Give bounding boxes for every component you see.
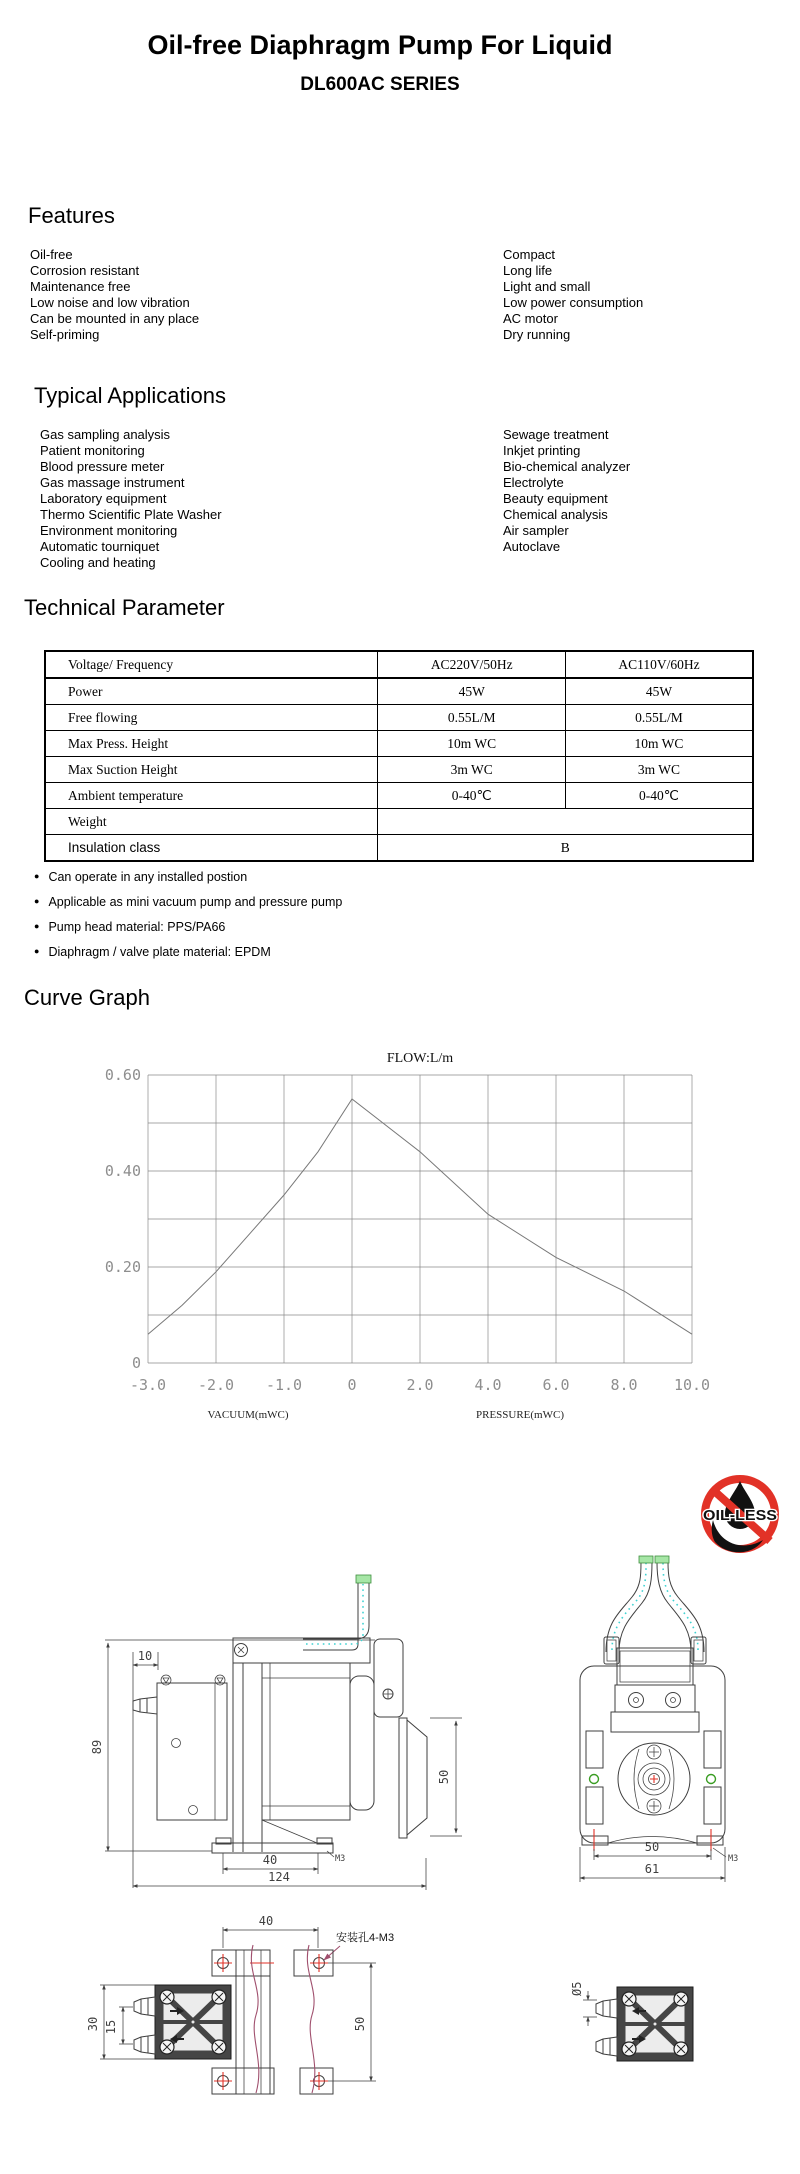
x-tick: 0 [347,1376,357,1394]
application-item: Inkjet printing [503,443,581,458]
bullet-icon: ● [34,921,40,931]
applications-list-right [503,427,630,555]
y-tick: 0 [131,1354,141,1372]
param-value: 10m WC [565,731,753,757]
table-row [45,731,753,757]
chart-grid [148,1075,692,1363]
application-item: Thermo Scientific Plate Washer [40,507,222,522]
dim-hole-spacing-long: 50 [353,2016,367,2032]
param-value: 45W [565,678,753,705]
application-item: Blood pressure meter [40,459,165,474]
dim-thread: M3 [335,1854,346,1864]
feature-item: Low noise and low vibration [30,295,190,310]
application-item: Electrolyte [503,475,564,490]
drawing-front-view [580,1556,738,1882]
param-value: 0.55L/M [565,705,753,731]
x-tick: -3.0 [129,1376,167,1394]
features-list-right [503,247,643,343]
technical-parameter-table [44,650,754,862]
flow-curve-chart [0,1040,800,1435]
application-item: Sewage treatment [503,427,609,442]
dim-port-diameter: Ø5 [570,1981,584,1996]
note-text: Pump head material: PPS/PA66 [48,920,226,934]
application-item: Beauty equipment [503,491,608,506]
param-value: 0.55L/M [378,705,566,731]
param-value: 0-40℃ [565,783,753,809]
feature-item: Long life [503,263,553,278]
technical-heading: Technical Parameter [24,595,225,620]
x-tick: -1.0 [265,1376,303,1394]
table-row [45,678,753,705]
application-item: Environment monitoring [40,523,178,538]
technical-drawings [0,1540,800,2140]
feature-item: Corrosion resistant [30,263,140,278]
dim-port-spacing: 15 [104,2019,118,2035]
param-name: Voltage/ Frequency [45,651,378,678]
application-item: Patient monitoring [40,443,145,458]
applications-heading: Typical Applications [34,383,226,408]
pump-head-graphic [596,1987,693,2061]
page-title: Oil-free Diaphragm Pump For Liquid [147,30,613,60]
feature-item: Light and small [503,279,591,294]
feature-item: Oil-free [30,247,73,262]
dim-overall-width: 61 [644,1862,660,1876]
hose-barb [133,1697,157,1714]
note-text: Can operate in any installed postion [48,870,248,884]
dim-overall-length: 124 [268,1870,290,1884]
application-item: Gas sampling analysis [40,427,171,442]
dim-hole-spacing: 40 [258,1914,274,1928]
dim-foot-spacing: 40 [262,1853,278,1867]
tube-cap [639,1556,653,1563]
param-value: 10m WC [378,731,566,757]
feature-item: AC motor [503,311,558,326]
drawing-head-view [570,1982,693,2061]
x-axis-labels [130,1376,710,1394]
vacuum-axis-caption: VACUUM(mWC) [207,1409,289,1421]
oil-less-text: OIL-LESS [703,1508,778,1524]
param-name: Max Suction Height [45,757,378,783]
dim-inlet-offset: 10 [137,1649,153,1663]
param-value: AC220V/50Hz [378,651,566,678]
application-item: Laboratory equipment [40,491,167,506]
param-name: Free flowing [45,705,378,731]
dim-foot-spacing: 50 [644,1840,660,1854]
y-tick: 0.60 [104,1066,141,1084]
dim-thread: M3 [728,1854,739,1864]
param-value: 3m WC [565,757,753,783]
dim-disc-diameter: 50 [437,1769,451,1785]
drawing-top-view [86,1914,394,2094]
param-value [378,809,753,835]
x-tick: 8.0 [610,1376,638,1394]
x-tick: 2.0 [406,1376,434,1394]
note-line [34,945,271,959]
x-tick: 10.0 [673,1376,711,1394]
drawing-side-view [90,1575,462,1890]
y-axis-labels [105,1066,141,1372]
x-tick: 6.0 [542,1376,570,1394]
feature-item: Self-priming [30,327,100,342]
pump-head-graphic [134,1985,231,2059]
table-row [45,705,753,731]
note-text: Applicable as mini vacuum pump and pressure pump [48,895,343,909]
param-value: 0-40℃ [378,783,566,809]
param-name: Ambient temperature [45,783,378,809]
table-row [45,835,753,862]
feature-item: Low power consumption [503,295,644,310]
bullet-icon: ● [34,946,40,956]
application-item: Bio-chemical analyzer [503,459,631,474]
indicator-dot [590,1775,599,1784]
page-subtitle: DL600AC SERIES [300,74,460,95]
note-line [34,895,342,909]
x-tick: -2.0 [197,1376,235,1394]
x-tick: 4.0 [474,1376,502,1394]
pressure-axis-caption: PRESSURE(mWC) [475,1409,565,1421]
note-line [34,870,247,884]
note-text: Diaphragm / valve plate material: EPDM [48,945,271,959]
application-item: Gas massage instrument [40,475,185,490]
bullet-icon: ● [34,896,40,906]
tube-cap [655,1556,669,1563]
table-row [45,651,753,678]
bullet-icon: ● [34,871,40,881]
mounting-holes-note: 安装孔4-M3 [336,1932,395,1944]
table-row [45,783,753,809]
tube-cap [356,1575,371,1583]
param-value: 45W [378,678,566,705]
application-item: Cooling and heating [40,555,156,570]
features-heading: Features [28,203,115,228]
feature-item: Can be mounted in any place [30,311,200,326]
feature-item: Dry running [503,327,571,342]
param-value: AC110V/60Hz [565,651,753,678]
dim-head-width: 30 [86,2016,100,2032]
features-list-left [30,247,199,343]
y-tick: 0.40 [104,1162,141,1180]
dim-height: 89 [90,1739,104,1755]
table-row [45,809,753,835]
feature-item: Compact [503,247,556,262]
table-row [45,757,753,783]
param-name: Weight [45,809,378,835]
chart-title: FLOW:L/m [386,1051,454,1066]
indicator-dot [707,1775,716,1784]
param-name: Max Press. Height [45,731,378,757]
param-name: Insulation class [45,835,378,862]
feature-item: Maintenance free [30,279,131,294]
application-item: Autoclave [503,539,561,554]
param-value: B [378,835,753,862]
param-value: 3m WC [378,757,566,783]
param-name: Power [45,678,378,705]
note-line [34,920,225,934]
applications-list-left [40,427,222,571]
application-item: Air sampler [503,523,569,538]
curve-graph-heading: Curve Graph [24,985,150,1010]
y-tick: 0.20 [104,1258,141,1276]
application-item: Chemical analysis [503,507,608,522]
application-item: Automatic tourniquet [40,539,160,554]
